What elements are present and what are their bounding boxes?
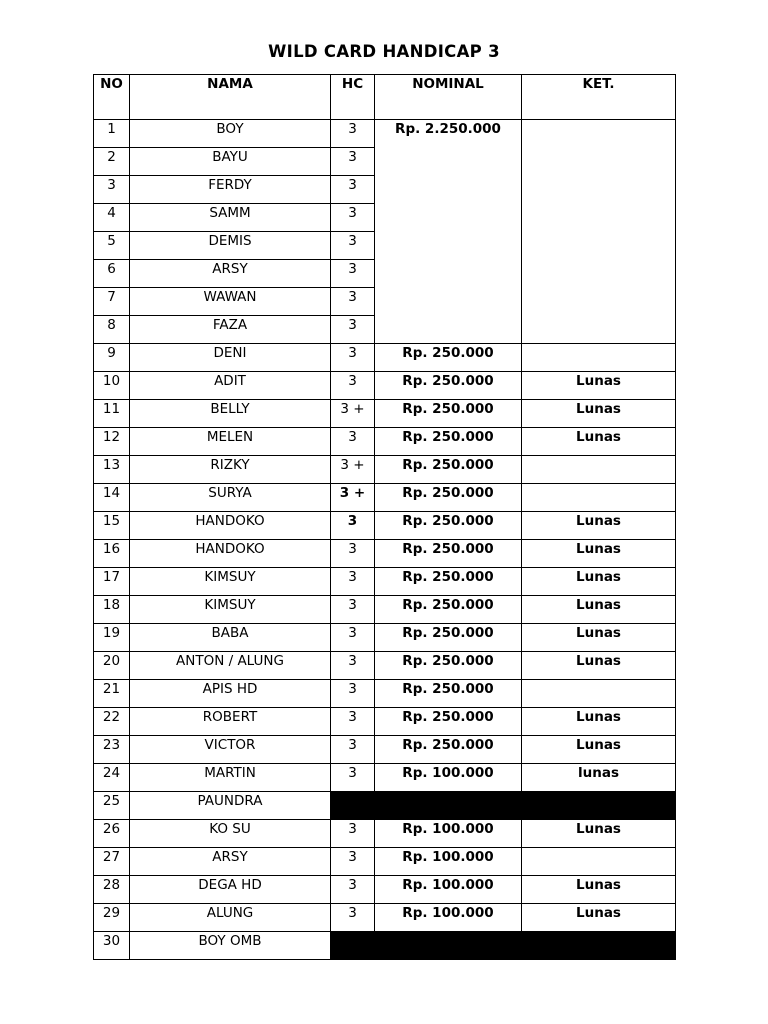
header-no: NO [94, 75, 130, 120]
row-no: 23 [94, 736, 130, 764]
row-nama: KIMSUY [130, 568, 331, 596]
table-row [94, 428, 676, 456]
table-row [94, 820, 676, 848]
row-no: 19 [94, 624, 130, 652]
row-nama: ALUNG [130, 904, 331, 932]
row-nominal: Rp. 250.000 [375, 596, 522, 624]
row-no: 8 [94, 316, 130, 344]
row-ket [522, 484, 676, 512]
row-nama: MELEN [130, 428, 331, 456]
row-no: 16 [94, 540, 130, 568]
row-nama: HANDOKO [130, 512, 331, 540]
table-row [94, 792, 676, 820]
row-nama: PAUNDRA [130, 792, 331, 820]
table-row [94, 540, 676, 568]
table-row [94, 344, 676, 372]
row-nominal: Rp. 250.000 [375, 540, 522, 568]
row-no: 26 [94, 820, 130, 848]
row-nama: DEMIS [130, 232, 331, 260]
table-row [94, 848, 676, 876]
handicap-table [93, 74, 676, 960]
row-ket: Lunas [522, 736, 676, 764]
row-hc: 3 [331, 596, 375, 624]
redacted-block [331, 932, 676, 960]
row-nominal: Rp. 250.000 [375, 344, 522, 372]
row-ket: Lunas [522, 512, 676, 540]
row-nama: BOY OMB [130, 932, 331, 960]
row-nama: BELLY [130, 400, 331, 428]
row-nama: SURYA [130, 484, 331, 512]
row-no: 14 [94, 484, 130, 512]
row-ket [522, 456, 676, 484]
row-no: 28 [94, 876, 130, 904]
row-nama: RIZKY [130, 456, 331, 484]
row-nama: APIS HD [130, 680, 331, 708]
row-no: 25 [94, 792, 130, 820]
row-hc: 3 [331, 680, 375, 708]
row-hc: 3 [331, 512, 375, 540]
table-row [94, 456, 676, 484]
row-nominal: Rp. 250.000 [375, 400, 522, 428]
table-row [94, 932, 676, 960]
row-hc: 3 [331, 120, 375, 148]
header-hc: HC [331, 75, 375, 120]
row-ket: Lunas [522, 652, 676, 680]
table-row [94, 400, 676, 428]
table-row [94, 372, 676, 400]
row-nama: ANTON / ALUNG [130, 652, 331, 680]
table-row [94, 680, 676, 708]
row-ket: Lunas [522, 540, 676, 568]
row-hc: 3 [331, 316, 375, 344]
row-nominal: Rp. 250.000 [375, 372, 522, 400]
row-nominal: Rp. 100.000 [375, 764, 522, 792]
row-hc: 3 [331, 848, 375, 876]
row-nama: DENI [130, 344, 331, 372]
row-no: 18 [94, 596, 130, 624]
row-nama: MARTIN [130, 764, 331, 792]
row-nominal: Rp. 250.000 [375, 624, 522, 652]
row-hc: 3 [331, 204, 375, 232]
table-row [94, 652, 676, 680]
row-hc: 3 [331, 764, 375, 792]
row-nominal: Rp. 250.000 [375, 484, 522, 512]
row-no: 2 [94, 148, 130, 176]
header-nominal: NOMINAL [375, 75, 522, 120]
table-row [94, 568, 676, 596]
row-ket: Lunas [522, 596, 676, 624]
row-ket: Lunas [522, 372, 676, 400]
row-hc: 3 + [331, 484, 375, 512]
row-nama: ADIT [130, 372, 331, 400]
row-nominal: Rp. 100.000 [375, 848, 522, 876]
row-hc: 3 [331, 288, 375, 316]
row-nama: KO SU [130, 820, 331, 848]
row-no: 3 [94, 176, 130, 204]
table-row [94, 624, 676, 652]
header-row [94, 75, 676, 120]
row-hc: 3 + [331, 400, 375, 428]
document-title: WILD CARD HANDICAP 3 [268, 42, 500, 61]
row-no: 11 [94, 400, 130, 428]
table-body [94, 120, 676, 960]
row-no: 4 [94, 204, 130, 232]
row-no: 9 [94, 344, 130, 372]
row-hc: 3 [331, 540, 375, 568]
row-hc: 3 [331, 344, 375, 372]
row-no: 21 [94, 680, 130, 708]
row-hc: 3 [331, 428, 375, 456]
row-nominal: Rp. 250.000 [375, 568, 522, 596]
row-hc: 3 [331, 904, 375, 932]
table-row [94, 736, 676, 764]
row-nominal: Rp. 100.000 [375, 904, 522, 932]
row-no: 22 [94, 708, 130, 736]
row-no: 10 [94, 372, 130, 400]
row-nama: BAYU [130, 148, 331, 176]
row-no: 30 [94, 932, 130, 960]
row-nominal: Rp. 250.000 [375, 652, 522, 680]
row-nominal: Rp. 250.000 [375, 708, 522, 736]
row-hc: 3 [331, 148, 375, 176]
row-no: 15 [94, 512, 130, 540]
row-ket [522, 344, 676, 372]
row-no: 17 [94, 568, 130, 596]
row-nominal: Rp. 250.000 [375, 512, 522, 540]
row-hc: 3 [331, 372, 375, 400]
row-nominal: Rp. 100.000 [375, 820, 522, 848]
table-row [94, 708, 676, 736]
row-no: 13 [94, 456, 130, 484]
row-nominal: Rp. 100.000 [375, 876, 522, 904]
table-row [94, 484, 676, 512]
row-hc: 3 [331, 624, 375, 652]
row-ket: lunas [522, 764, 676, 792]
row-nama: FAZA [130, 316, 331, 344]
row-no: 5 [94, 232, 130, 260]
row-nama: BABA [130, 624, 331, 652]
row-hc: 3 [331, 736, 375, 764]
row-nominal: Rp. 250.000 [375, 428, 522, 456]
row-ket [522, 680, 676, 708]
row-nama: HANDOKO [130, 540, 331, 568]
row-nama: BOY [130, 120, 331, 148]
row-nama: KIMSUY [130, 596, 331, 624]
row-nama: ROBERT [130, 708, 331, 736]
row-no: 20 [94, 652, 130, 680]
row-hc: 3 + [331, 456, 375, 484]
row-nominal: Rp. 250.000 [375, 680, 522, 708]
row-hc: 3 [331, 260, 375, 288]
row-ket: Lunas [522, 820, 676, 848]
row-ket: Lunas [522, 400, 676, 428]
row-no: 12 [94, 428, 130, 456]
row-ket: Lunas [522, 428, 676, 456]
row-ket: Lunas [522, 876, 676, 904]
row-no: 6 [94, 260, 130, 288]
table-row [94, 512, 676, 540]
table-row [94, 764, 676, 792]
row-nama: WAWAN [130, 288, 331, 316]
row-nama: DEGA HD [130, 876, 331, 904]
row-hc: 3 [331, 876, 375, 904]
row-nominal: Rp. 250.000 [375, 736, 522, 764]
row-nama: FERDY [130, 176, 331, 204]
row-nama: ARSY [130, 260, 331, 288]
row-hc: 3 [331, 652, 375, 680]
row-hc: 3 [331, 568, 375, 596]
row-nama: VICTOR [130, 736, 331, 764]
row-no: 29 [94, 904, 130, 932]
table-row [94, 120, 676, 148]
row-no: 24 [94, 764, 130, 792]
row-nominal: Rp. 250.000 [375, 456, 522, 484]
row-ket [522, 848, 676, 876]
table-row [94, 876, 676, 904]
row-ket: Lunas [522, 624, 676, 652]
row-ket: Lunas [522, 904, 676, 932]
row-hc: 3 [331, 232, 375, 260]
row-no: 1 [94, 120, 130, 148]
row-hc: 3 [331, 820, 375, 848]
table-row [94, 596, 676, 624]
row-nama: ARSY [130, 848, 331, 876]
table-row [94, 904, 676, 932]
row-hc: 3 [331, 176, 375, 204]
row-nama: SAMM [130, 204, 331, 232]
group-nominal: Rp. 2.250.000 [375, 120, 522, 344]
row-no: 27 [94, 848, 130, 876]
row-hc: 3 [331, 708, 375, 736]
row-ket: Lunas [522, 708, 676, 736]
redacted-block [331, 792, 676, 820]
header-ket: KET. [522, 75, 676, 120]
row-ket: Lunas [522, 568, 676, 596]
group-ket [522, 120, 676, 344]
row-no: 7 [94, 288, 130, 316]
header-nama: NAMA [130, 75, 331, 120]
